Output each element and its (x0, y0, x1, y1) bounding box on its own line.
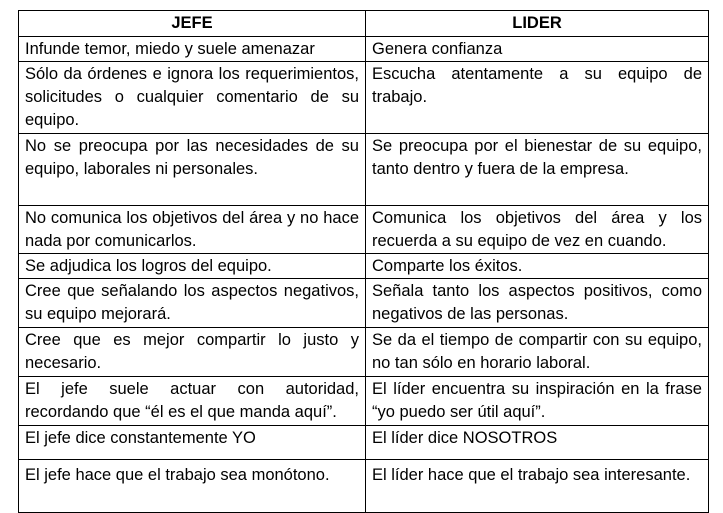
table-row (19, 206, 709, 254)
jefe-cell: Infunde temor, miedo y suele amenazar (19, 37, 366, 62)
comparison-table-container (18, 10, 709, 513)
table-row (19, 134, 709, 206)
jefe-cell: El jefe dice constantemente YO (19, 426, 366, 460)
table-row (19, 279, 709, 328)
lider-cell: Comunica los objetivos del área y los recuerda a su equipo de vez en cuando. (366, 206, 709, 254)
lider-cell: Señala tanto los aspectos positivos, como negativos de las personas. (366, 279, 709, 328)
table-header-row (19, 11, 709, 37)
table-row (19, 328, 709, 377)
header-jefe: JEFE (19, 11, 366, 37)
lider-cell: El líder hace que el trabajo sea interesante. (366, 460, 709, 513)
table-row (19, 254, 709, 279)
lider-cell: Se preocupa por el bienestar de su equipo, tanto dentro y fuera de la empresa. (366, 134, 709, 206)
jefe-cell: No comunica los objetivos del área y no hace nada por comunicarlos. (19, 206, 366, 254)
table-row (19, 37, 709, 62)
header-lider: LIDER (366, 11, 709, 37)
jefe-cell: Sólo da órdenes e ignora los requerimientos, solicitudes o cualquier comentario de su equipo. (19, 62, 366, 134)
lider-cell: Escucha atentamente a su equipo de trabajo. (366, 62, 709, 134)
lider-cell: El líder dice NOSOTROS (366, 426, 709, 460)
lider-cell: El líder encuentra su inspiración en la frase “yo puedo ser útil aquí”. (366, 377, 709, 426)
jefe-cell: El jefe hace que el trabajo sea monótono. (19, 460, 366, 513)
table-row (19, 377, 709, 426)
table-row (19, 426, 709, 460)
table-row (19, 62, 709, 134)
jefe-cell: Cree que señalando los aspectos negativos, su equipo mejorará. (19, 279, 366, 328)
jefe-cell: Se adjudica los logros del equipo. (19, 254, 366, 279)
table-row (19, 460, 709, 513)
jefe-cell: Cree que es mejor compartir lo justo y necesario. (19, 328, 366, 377)
jefe-cell: El jefe suele actuar con autoridad, recordando que “él es el que manda aquí”. (19, 377, 366, 426)
jefe-cell: No se preocupa por las necesidades de su equipo, laborales ni personales. (19, 134, 366, 206)
lider-cell: Comparte los éxitos. (366, 254, 709, 279)
jefe-vs-lider-table (18, 10, 709, 513)
lider-cell: Se da el tiempo de compartir con su equipo, no tan sólo en horario laboral. (366, 328, 709, 377)
lider-cell: Genera confianza (366, 37, 709, 62)
